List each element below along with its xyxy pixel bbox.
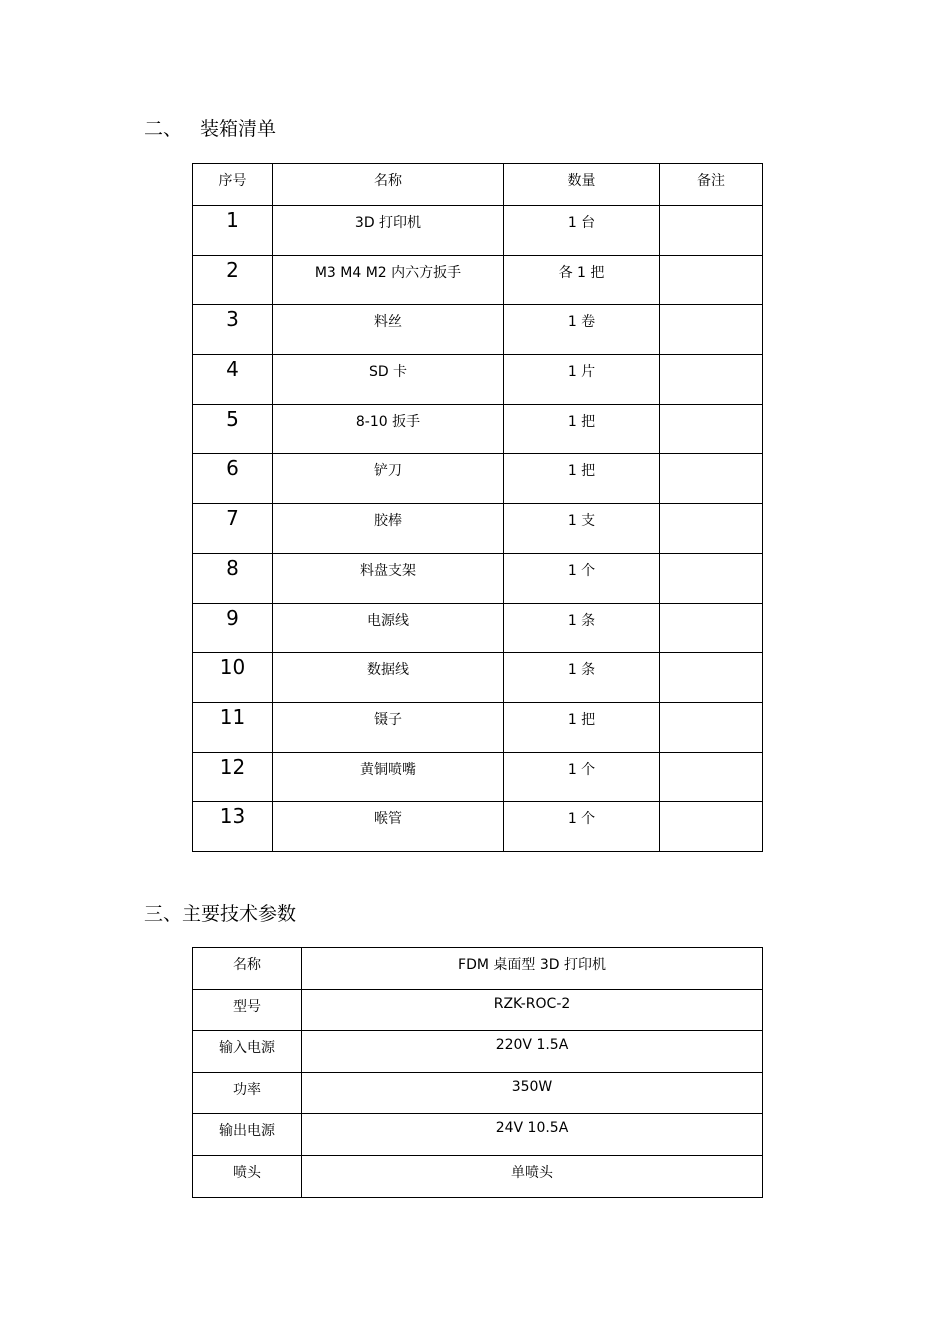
- item-note: [660, 752, 763, 802]
- item-name: 镊子: [273, 702, 504, 752]
- item-quantity: 1 片: [504, 355, 660, 405]
- item-note: [660, 553, 763, 603]
- table-row: [193, 802, 763, 852]
- table-row: [193, 553, 763, 603]
- row-number: 9: [193, 603, 273, 653]
- table-row: [193, 255, 763, 305]
- item-quantity: 1 把: [504, 454, 660, 504]
- item-name: 胶棒: [273, 504, 504, 554]
- spec-value: FDM 桌面型 3D 打印机: [302, 948, 763, 990]
- table-header-row: [193, 164, 763, 206]
- table-row: [193, 752, 763, 802]
- item-name: 3D 打印机: [273, 206, 504, 256]
- item-note: [660, 206, 763, 256]
- item-note: [660, 653, 763, 703]
- item-name: 黄铜喷嘴: [273, 752, 504, 802]
- spec-value: 350W: [302, 1072, 763, 1114]
- spec-value: 220V 1.5A: [302, 1031, 763, 1073]
- item-quantity: 1 条: [504, 603, 660, 653]
- item-quantity: 1 把: [504, 404, 660, 454]
- row-number: 5: [193, 404, 273, 454]
- spec-value: RZK-ROC-2: [302, 989, 763, 1031]
- item-note: [660, 603, 763, 653]
- spec-label: 型号: [193, 989, 302, 1031]
- section-number: 二、: [144, 118, 183, 140]
- item-name: 电源线: [273, 603, 504, 653]
- row-number: 4: [193, 355, 273, 405]
- item-quantity: 1 个: [504, 553, 660, 603]
- table-row: [193, 603, 763, 653]
- spec-label: 功率: [193, 1072, 302, 1114]
- tech-spec-table: [192, 947, 763, 1198]
- table-row: [193, 404, 763, 454]
- spec-label: 输出电源: [193, 1114, 302, 1156]
- item-note: [660, 355, 763, 405]
- item-note: [660, 702, 763, 752]
- item-name: SD 卡: [273, 355, 504, 405]
- row-number: 3: [193, 305, 273, 355]
- item-note: [660, 404, 763, 454]
- table-row: [193, 653, 763, 703]
- item-name: 数据线: [273, 653, 504, 703]
- item-quantity: 1 卷: [504, 305, 660, 355]
- table-row: [193, 355, 763, 405]
- item-quantity: 1 支: [504, 504, 660, 554]
- row-number: 12: [193, 752, 273, 802]
- spec-label: 名称: [193, 948, 302, 990]
- row-number: 11: [193, 702, 273, 752]
- item-quantity: 1 个: [504, 802, 660, 852]
- header-cell: 序号: [193, 164, 273, 206]
- spec-label: 喷头: [193, 1155, 302, 1197]
- table-row: [193, 702, 763, 752]
- row-number: 1: [193, 206, 273, 256]
- item-note: [660, 454, 763, 504]
- packing-list-heading: [144, 114, 276, 141]
- row-number: 7: [193, 504, 273, 554]
- table-row: [193, 454, 763, 504]
- table-row: [193, 504, 763, 554]
- header-cell: 备注: [660, 164, 763, 206]
- row-number: 2: [193, 255, 273, 305]
- row-number: 10: [193, 653, 273, 703]
- item-quantity: 1 个: [504, 752, 660, 802]
- table-row: [193, 1072, 763, 1114]
- item-name: 8-10 扳手: [273, 404, 504, 454]
- row-number: 13: [193, 802, 273, 852]
- item-quantity: 1 把: [504, 702, 660, 752]
- table-row: [193, 305, 763, 355]
- item-quantity: 1 条: [504, 653, 660, 703]
- item-name: 料盘支架: [273, 553, 504, 603]
- item-name: M3 M4 M2 内六方扳手: [273, 255, 504, 305]
- spec-label: 输入电源: [193, 1031, 302, 1073]
- row-number: 8: [193, 553, 273, 603]
- header-cell: 数量: [504, 164, 660, 206]
- table-row: [193, 989, 763, 1031]
- item-name: 喉管: [273, 802, 504, 852]
- item-name: 料丝: [273, 305, 504, 355]
- spec-value: 24V 10.5A: [302, 1114, 763, 1156]
- section-title: 装箱清单: [200, 118, 277, 140]
- header-cell: 名称: [273, 164, 504, 206]
- item-quantity: 1 台: [504, 206, 660, 256]
- item-note: [660, 504, 763, 554]
- table-row: [193, 206, 763, 256]
- packing-list-table: [192, 163, 763, 852]
- item-note: [660, 802, 763, 852]
- item-note: [660, 255, 763, 305]
- tech-spec-heading: 三、主要技术参数: [144, 903, 297, 925]
- table-row: [193, 1155, 763, 1197]
- item-quantity: 各 1 把: [504, 255, 660, 305]
- row-number: 6: [193, 454, 273, 504]
- table-row: [193, 948, 763, 990]
- spec-value: 单喷头: [302, 1155, 763, 1197]
- table-row: [193, 1031, 763, 1073]
- table-row: [193, 1114, 763, 1156]
- item-note: [660, 305, 763, 355]
- item-name: 铲刀: [273, 454, 504, 504]
